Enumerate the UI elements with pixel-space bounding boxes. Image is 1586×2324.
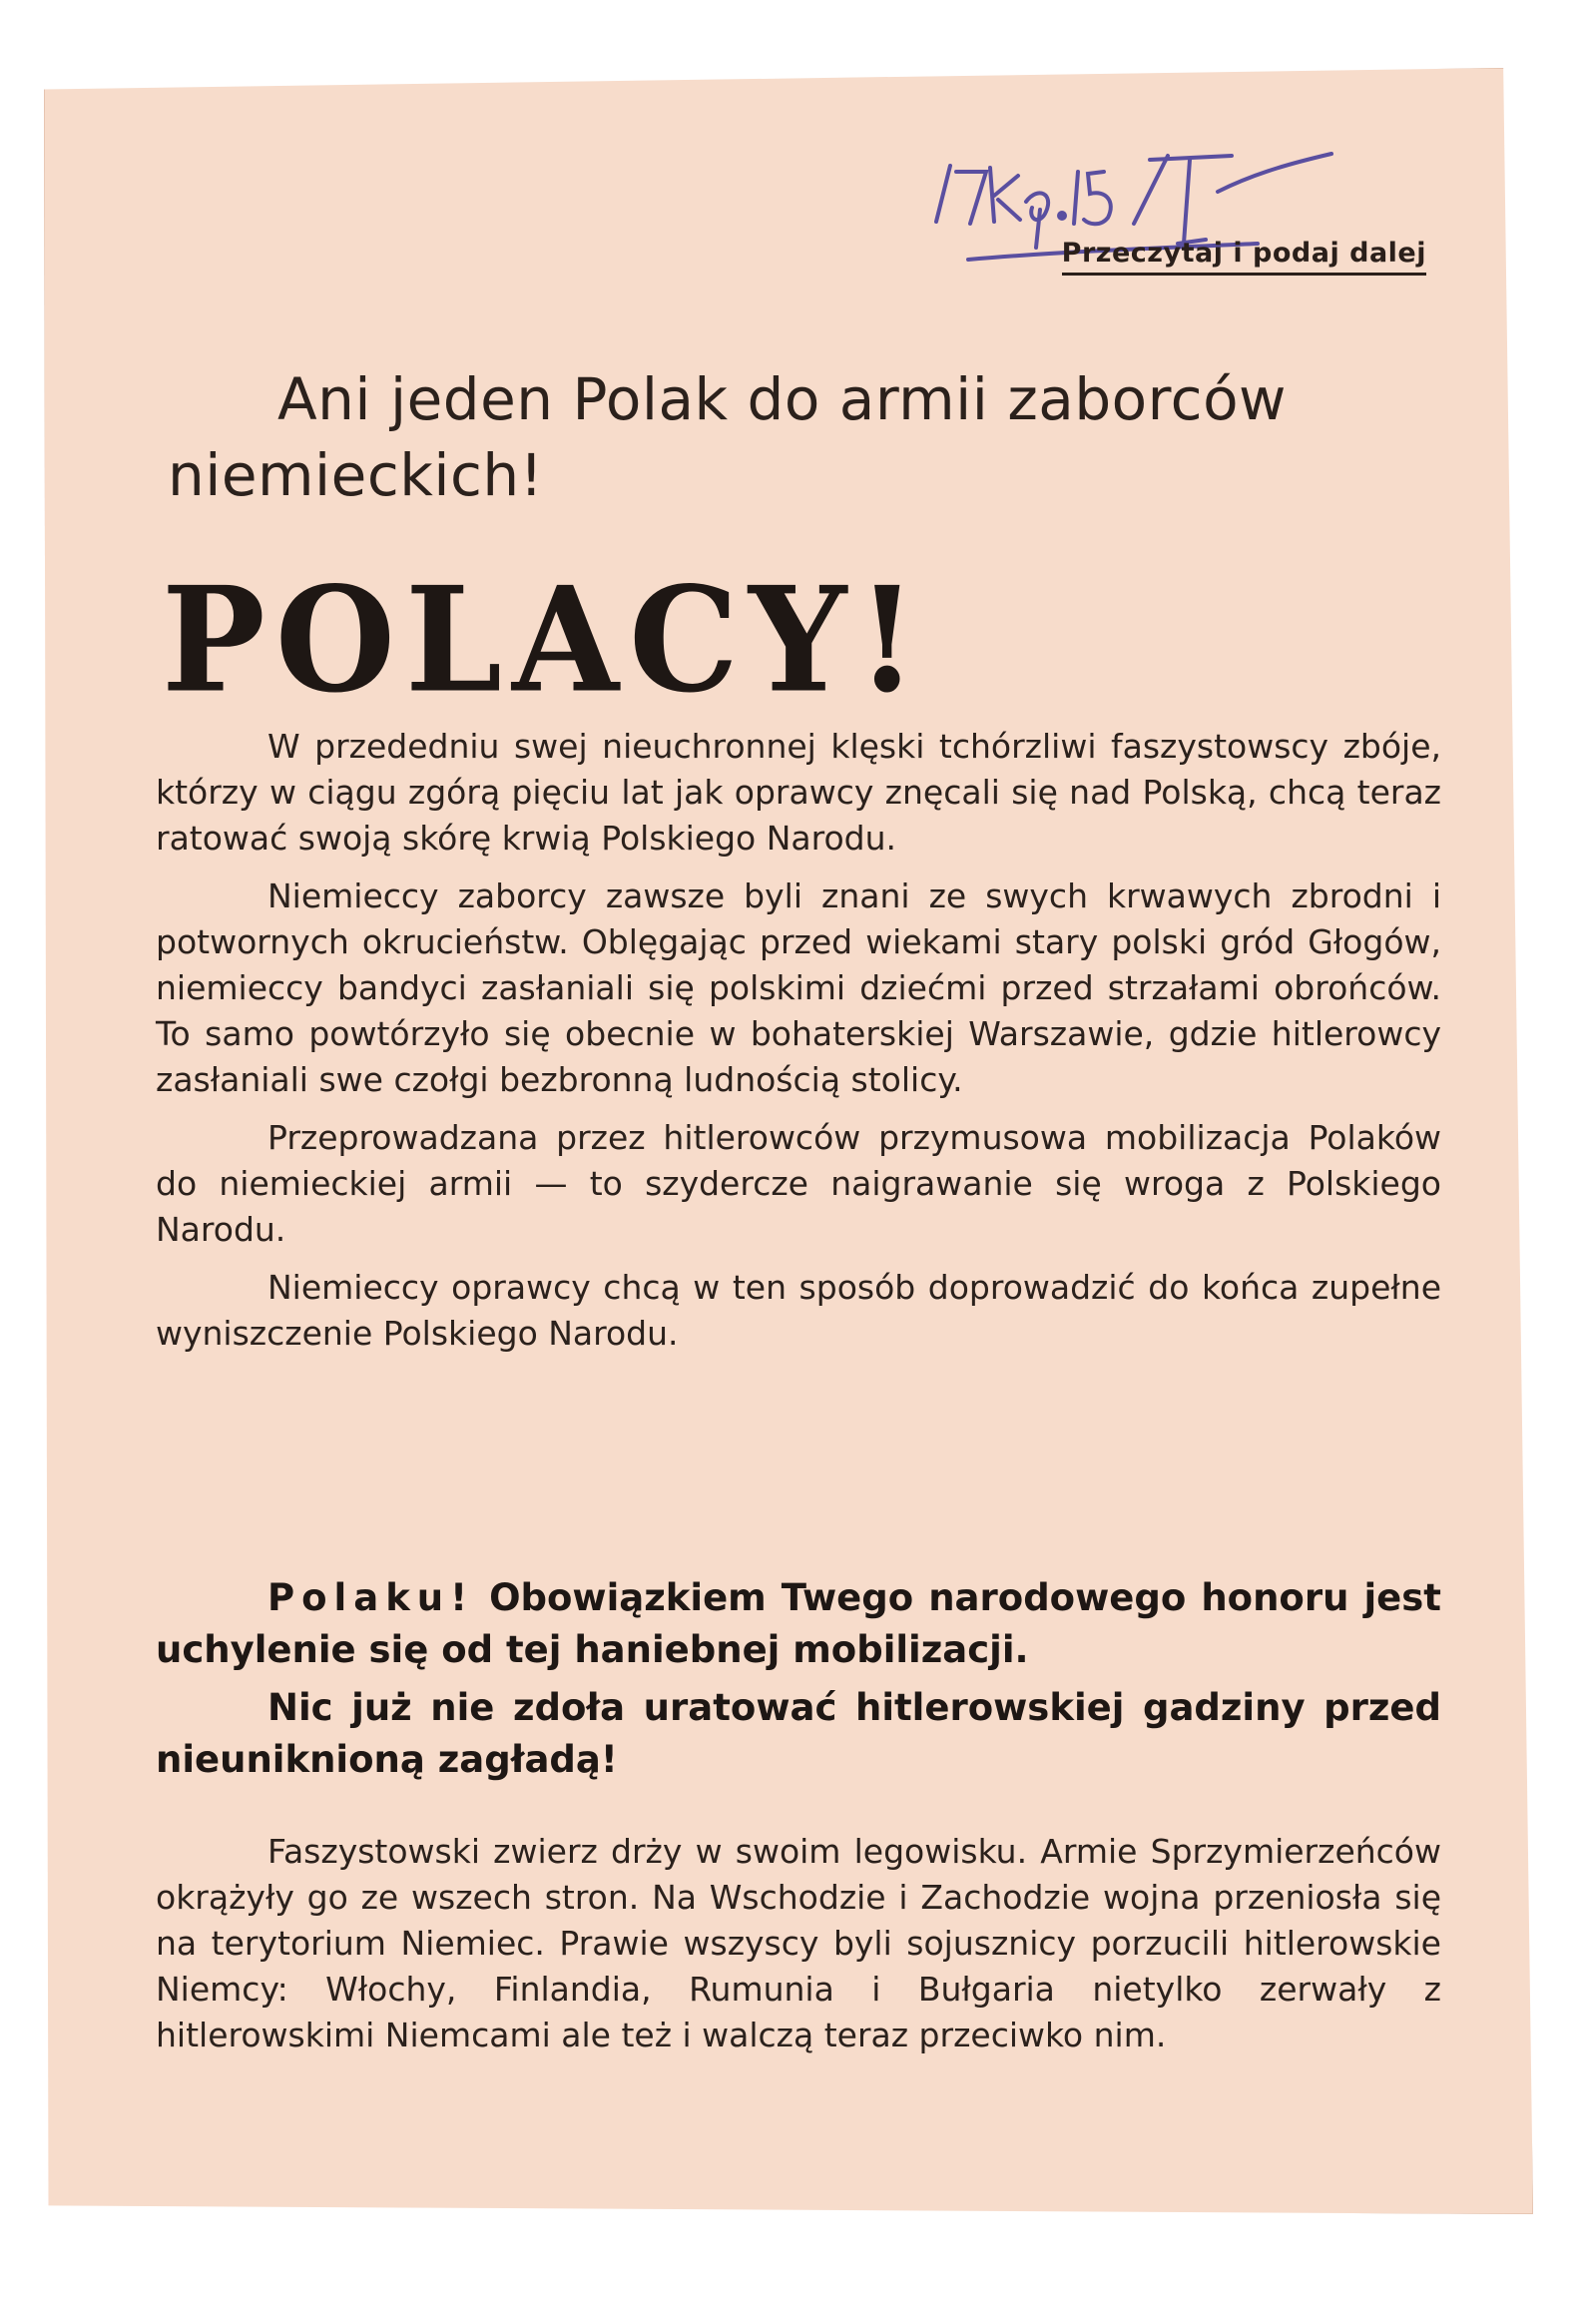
body-text bbox=[156, 724, 1441, 1369]
subtitle: Ani jeden Polak do armii zaborców niemieckich! bbox=[168, 365, 1287, 509]
appeal-first bbox=[156, 1572, 1441, 1676]
appeal-second: Nic już nie zdoła uratować hitlerowskiej gadziny przed nieuniknioną zagładą! bbox=[156, 1686, 1441, 1781]
appeal-first-text: Obowiązkiem Twego narodowego honoru jest uchylenie się od tej haniebnej mobilizacji. bbox=[156, 1576, 1441, 1671]
closing-text bbox=[156, 1829, 1441, 2070]
paragraph: Niemieccy oprawcy chcą w ten sposób doprowadzić do końca zupełne wyniszczenie Polskiego Narodu. bbox=[156, 1268, 1441, 1353]
paragraph: Niemieccy zaborcy zawsze byli znani ze swych krwawych zbrodni i potwornych okrucieństw. Oblęgając przed wiekami stary polski gród Głogów, niemieccy bandyci zasłaniali się polskimi dziećmi przed strzałami obrońców. To samo powtórzyło się obecnie w bohaterskiej Warszawie, gdzie hitlerowcy zasłaniali swe czołgi bezbronną ludnością stolicy. bbox=[156, 876, 1441, 1099]
paragraph: Przeprowadzana przez hitlerowców przymusowa mobilizacja Polaków do niemieckiej armii — to szydercze naigrawanie się wroga z Polskiego Narodu. bbox=[156, 1118, 1441, 1249]
closing-paragraph: Faszystowski zwierz drży w swoim legowisku. Armie Sprzymierzeńców okrążyły go ze wszech stron. Na Wschodzie i Zachodzie wojna przeniosła się na terytorium Niemiec. Prawie wszyscy byli sojusznicy porzucili hitlerowskie Niemcy: Włochy, Finlandia, Rumunia i Bułgaria nietylko zerwały z hitlerowskimi Niemcami ale też i walczą teraz przeciwko nim. bbox=[156, 1832, 1441, 2054]
appeal-lead: Polaku! bbox=[267, 1576, 475, 1619]
paragraph: W przededniu swej nieuchronnej klęski tchórzliwi faszystowscy zbóje, którzy w ciągu zgórą pięciu lat jak oprawcy znęcali się nad Polską, chcą teraz ratować swoją skórę krwią Polskiego Narodu. bbox=[156, 727, 1441, 858]
read-and-pass-note: Przeczytaj i podaj dalej bbox=[1062, 238, 1426, 276]
headline: POLACY! bbox=[162, 554, 928, 726]
appeal-block bbox=[156, 1572, 1441, 1792]
